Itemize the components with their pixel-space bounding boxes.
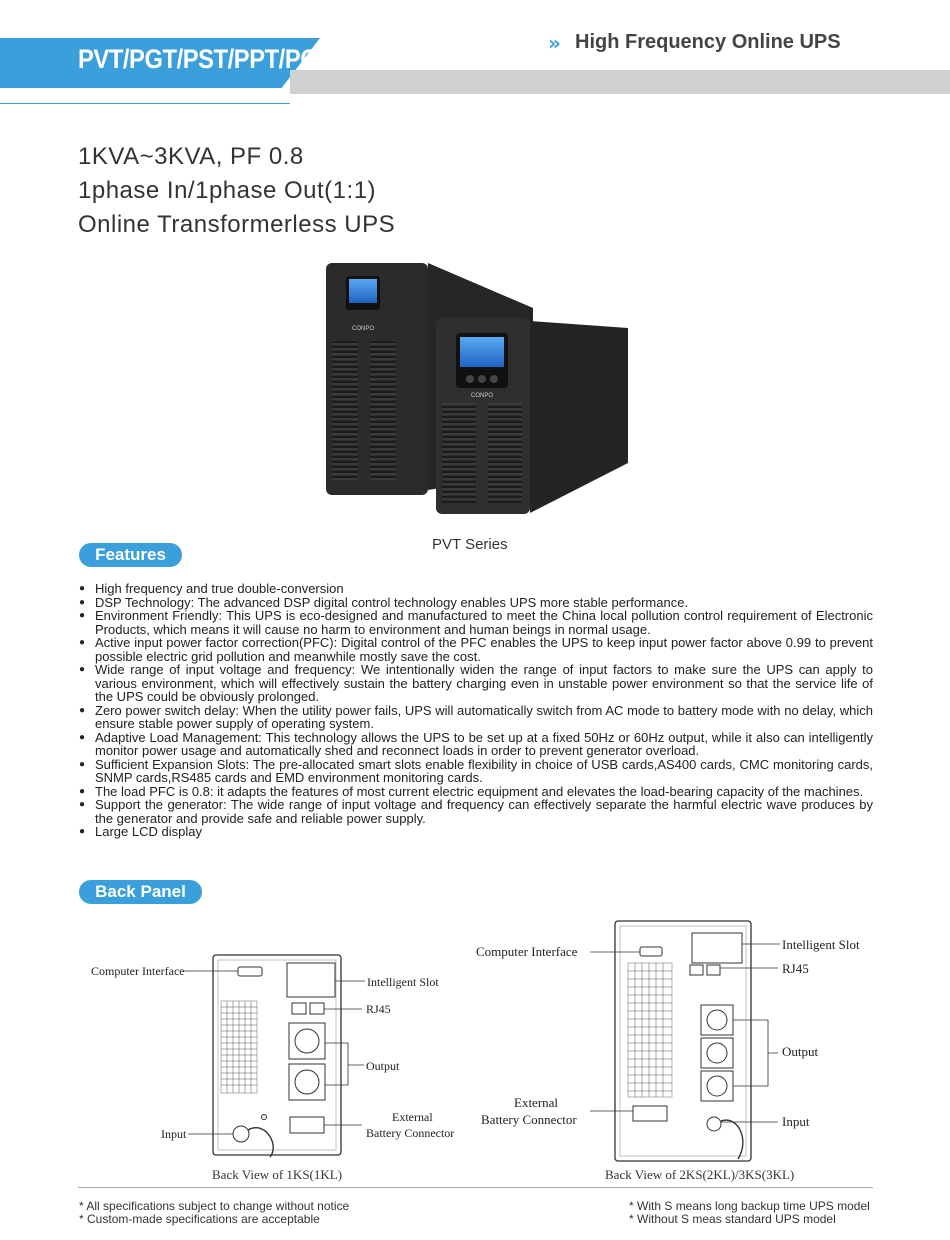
feature-item: ● Wide range of input voltage and frequency: We intentionally widen the range of input factors to make sure the UPS can apply to various environment, which will effectively sustain the battery charging even in unstable power environment so that the service life of the UPS could be obviously prolonged. [78,663,873,704]
caption-back-view-2ks-3ks: Back View of 2KS(2KL)/3KS(3KL) [605,1167,795,1182]
rj45-port-icon [310,1003,324,1014]
label-external-right: External [514,1095,559,1110]
asterisk-icon: * [629,1199,634,1213]
header-divider-line [0,103,290,104]
intelligent-slot-icon [692,933,742,963]
header-gray-band [290,70,950,94]
output-socket-icon [289,1023,325,1059]
footer-note-text: Custom-made specifications are acceptable [87,1212,320,1226]
features-heading: Features [79,543,182,567]
rj45-port-icon [292,1003,306,1014]
rj45-port-icon [690,965,703,975]
label-rj45-left: RJ45 [366,1002,391,1016]
headline-line-3: Online Transformerless UPS [78,211,396,238]
db9-port-icon [238,967,262,976]
feature-item: ● High frequency and true double-conversion [78,582,873,596]
lcd-screen-icon-small [460,337,504,367]
label-rj45-right: RJ45 [782,961,809,976]
feature-item: ● DSP Technology: The advanced DSP digital control technology enables UPS more stable performance. [78,596,873,610]
category-title: High Frequency Online UPS [575,31,841,53]
headline-line-2: 1phase In/1phase Out(1:1) [78,177,377,204]
label-battery-connector-left: Battery Connector [366,1126,455,1140]
ups-product-image [318,258,638,520]
feature-item: ● Environment Friendly: This UPS is eco-designed and manufactured to meet the China local pollution control requirement of Electronic Products, which means it will cause no harm to environment and human beings in normal usage. [78,609,873,636]
label-input-right: Input [782,1114,810,1129]
feature-item: ● Zero power switch delay: When the utility power fails, UPS will automatically switch from AC mode to battery mode with no delay, which ensure stable power supply of operating system. [78,704,873,731]
brand-logo-small: CONPO [470,393,494,399]
label-output-right: Output [782,1044,819,1059]
battery-connector-icon [290,1117,324,1133]
feature-item: ● Large LCD display [78,825,873,839]
asterisk-icon: * [629,1212,634,1226]
rj45-port-icon [707,965,720,975]
asterisk-icon: * [79,1199,84,1213]
label-intelligent-slot-left: Intelligent Slot [367,975,439,989]
label-computer-interface-right: Computer Interface [476,944,578,959]
brand-logo-large: CONPO [351,326,375,332]
series-codes-title: PVT/PGT/PST/PPT/POT [78,44,333,74]
battery-connector-icon [633,1106,667,1121]
footer-note-text: Without S meas standard UPS model [637,1212,836,1226]
features-list [78,582,873,839]
label-input-left: Input [161,1127,187,1141]
label-external-left: External [392,1110,433,1124]
caption-back-view-1ks: Back View of 1KS(1KL) [212,1167,343,1182]
footer-note-text: With S means long backup time UPS model [637,1199,870,1213]
footer-divider [78,1187,873,1188]
feature-item: ● The load PFC is 0.8: it adapts the features of most current electric equipment and elevates the load-bearing capacity of the machines. [78,785,873,799]
input-socket-icon [707,1117,721,1131]
footer-note-text: All specifications subject to change without notice [86,1199,350,1213]
footer-note [629,1213,870,1226]
label-output-left: Output [366,1059,400,1073]
label-computer-interface-left: Computer Interface [91,964,185,978]
label-battery-connector-right: Battery Connector [481,1112,577,1127]
feature-item: ● Active input power factor correction(PFC): Digital control of the PFC enables the UPS to keep input power factor above 0.99 to prevent possible electric grid pollution and meanwhile mostly save the cost. [78,636,873,663]
input-socket-icon [233,1126,249,1142]
asterisk-icon: * [79,1212,84,1226]
footer-left-notes [79,1200,349,1226]
db9-port-icon [640,947,662,956]
double-chevron-icon: » [548,31,561,55]
intelligent-slot-icon [287,963,335,997]
headline-line-1: 1KVA~3KVA, PF 0.8 [78,143,304,170]
lcd-screen-icon [349,279,377,303]
product-caption: PVT Series [432,536,508,553]
footer-right-notes [629,1200,870,1226]
output-socket-icon [289,1064,325,1100]
feature-item: ● Support the generator: The wide range of input voltage and frequency can effectively separate the harmful electric wave produces by the generator and provide safe and reliable power supply. [78,798,873,825]
feature-item: ● Adaptive Load Management: This technology allows the UPS to be set up at a fixed 50Hz or 60Hz output, while it also can intelligently monitor power usage and automatically shed and reconnect loads in order to prevent generator overload. [78,731,873,758]
feature-item: ● Sufficient Expansion Slots: The pre-allocated smart slots enable flexibility in choice of USB cards,AS400 cards, CMC monitoring cards, SNMP cards,RS485 cards and EMD environment monitoring cards. [78,758,873,785]
footer-note [79,1213,349,1226]
back-panel-heading: Back Panel [79,880,202,904]
product-headline [78,140,395,242]
label-intelligent-slot-right: Intelligent Slot [782,937,860,952]
